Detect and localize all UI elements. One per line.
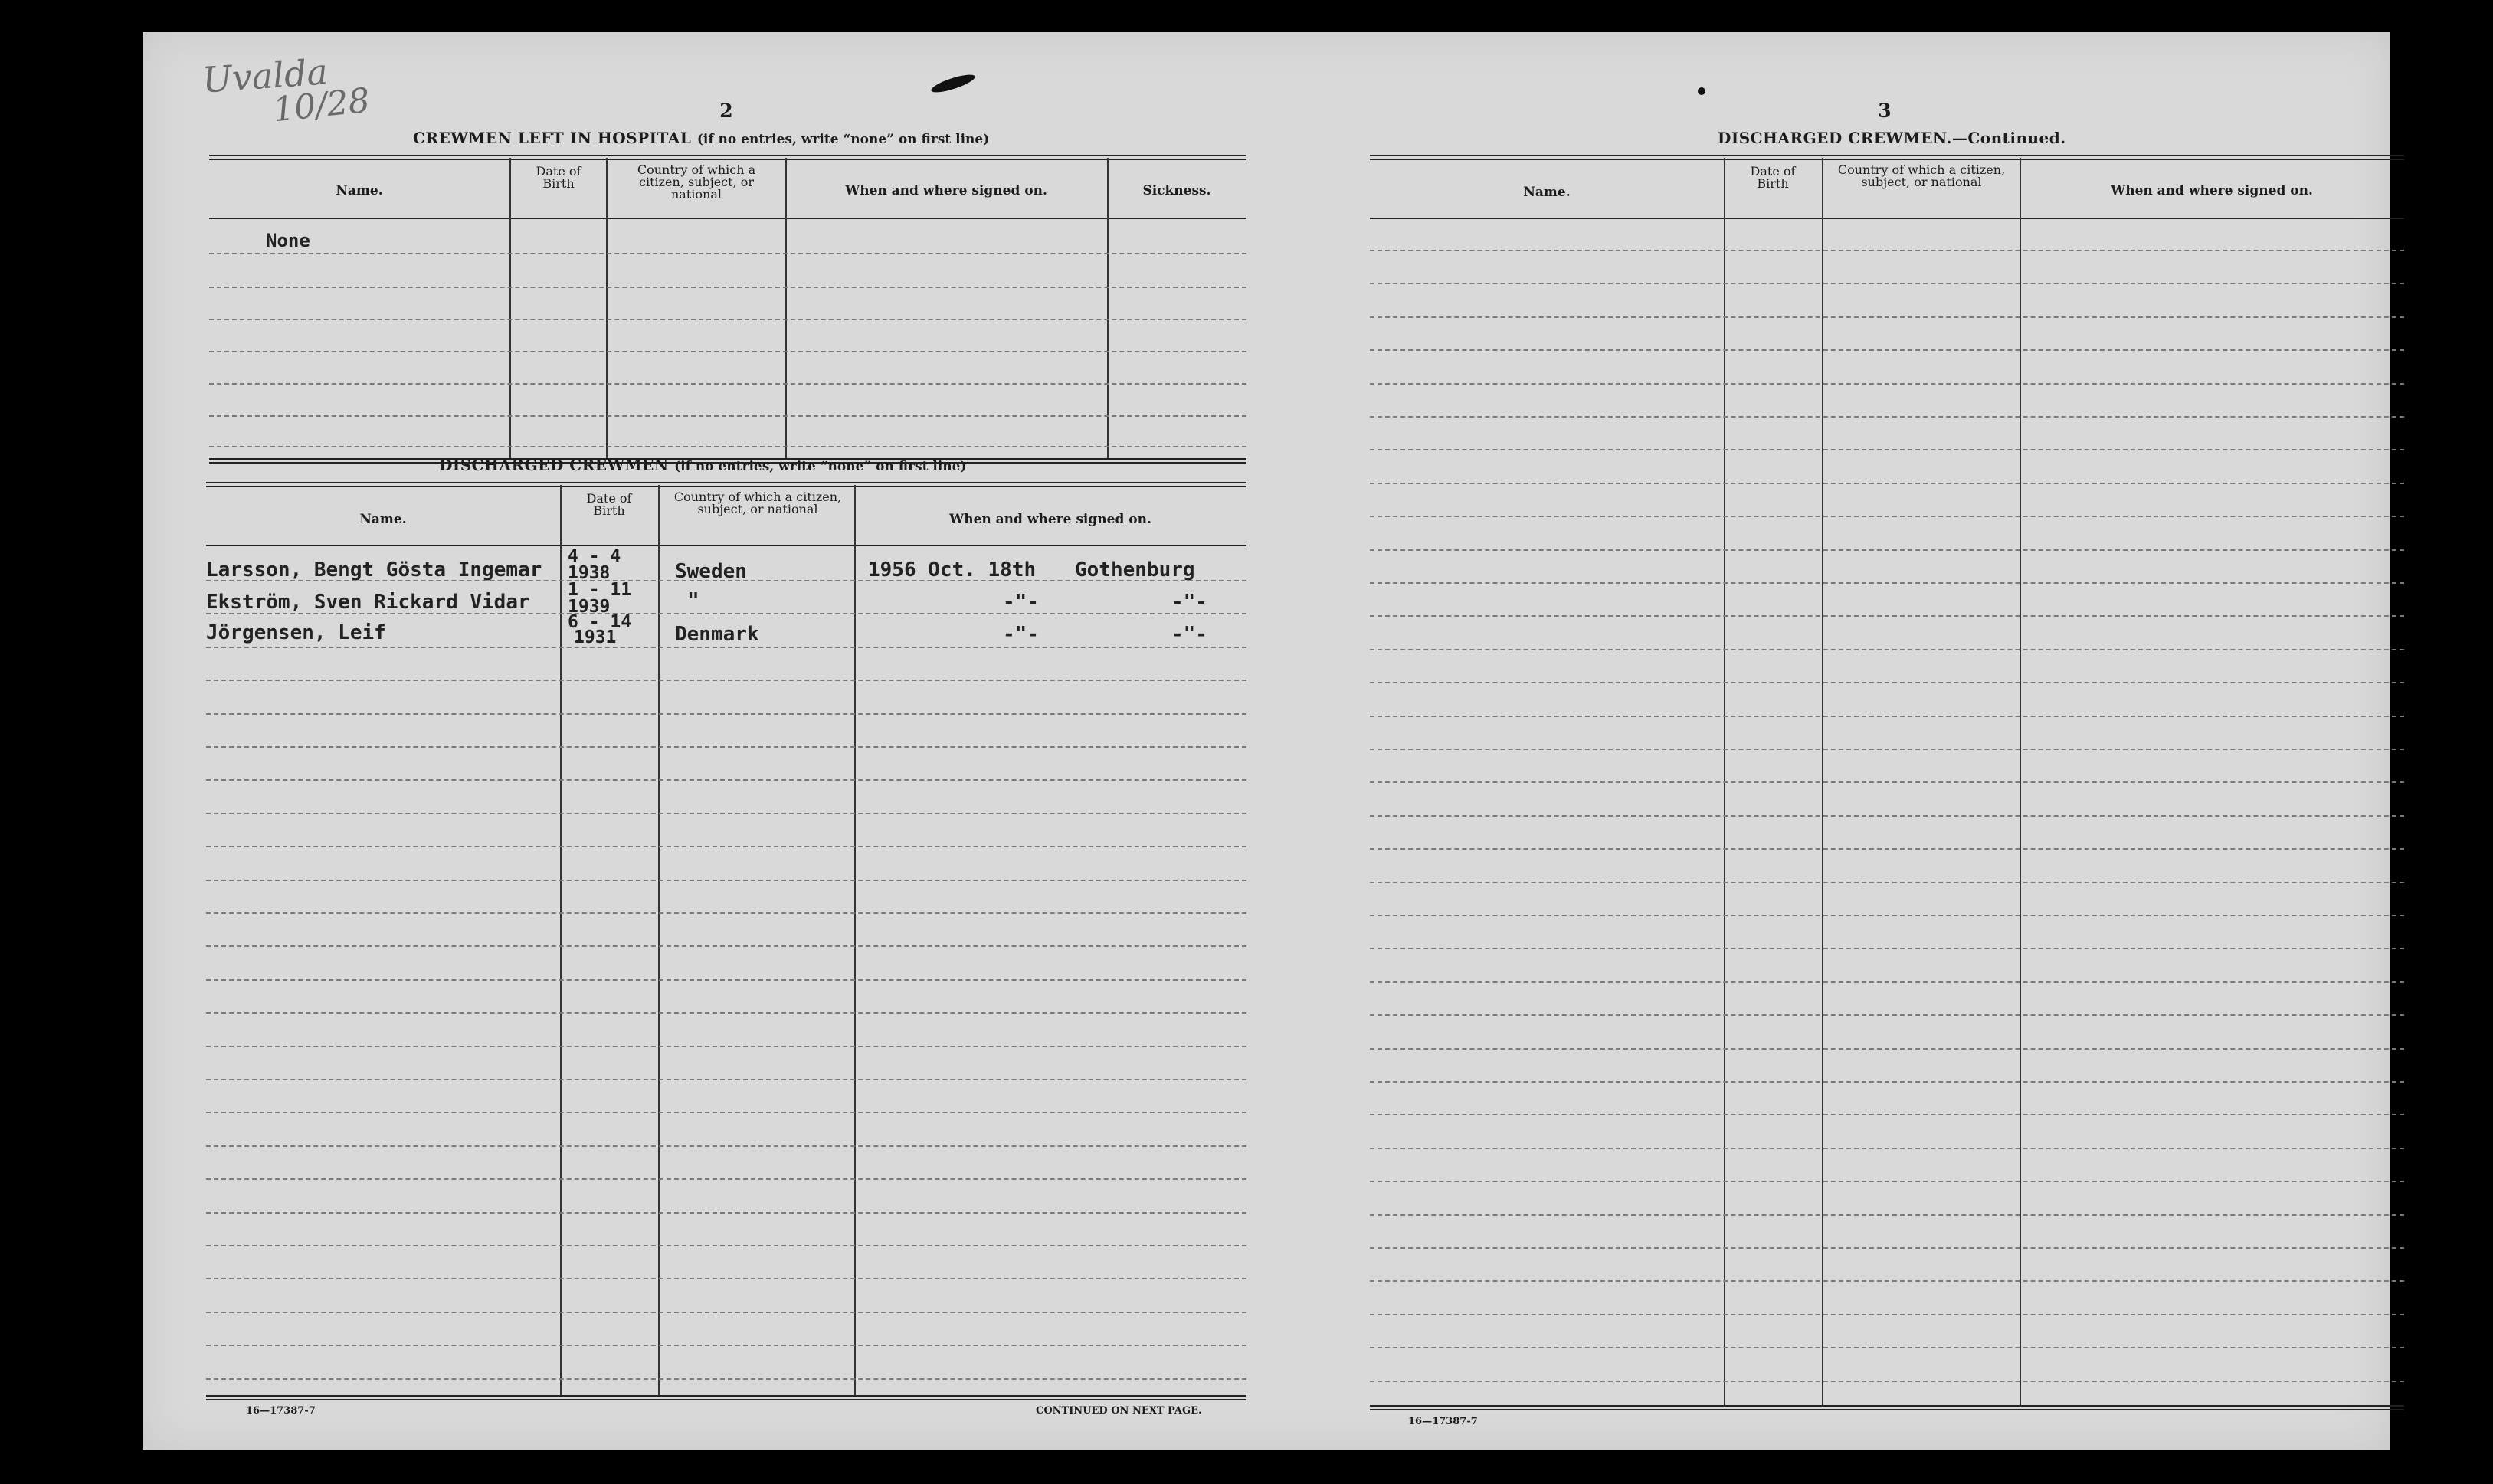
ruled-line	[206, 1079, 1246, 1080]
discharged-section-title: DISCHARGED CREWMEN (if no entries, write “none” on first line)	[439, 456, 967, 474]
discharged-col-name: Name.	[359, 512, 407, 527]
hospital-col-name: Name.	[336, 183, 383, 198]
right-page-number: 3	[1878, 100, 1892, 122]
ruled-line	[206, 979, 1246, 981]
ruled-line	[1370, 1247, 2404, 1249]
crew-country: Sweden	[675, 560, 747, 583]
crew-signed-when: -"-	[1003, 623, 1039, 646]
crew-signed-where: -"-	[1171, 623, 1207, 646]
left-page-number: 2	[719, 100, 733, 122]
ruled-line	[1370, 1048, 2404, 1050]
ruled-line	[206, 613, 1246, 614]
crew-signed-where: Gothenburg	[1075, 559, 1195, 581]
ruled-line	[1370, 483, 2404, 484]
crew-signed-when: -"-	[1003, 591, 1039, 614]
ruled-line	[1370, 1181, 2404, 1182]
ruled-line	[206, 779, 1246, 781]
left-footer-code: 16—17387-7	[246, 1405, 316, 1417]
ruled-line	[1370, 781, 2404, 783]
ruled-line	[206, 1112, 1246, 1113]
ruled-line	[1370, 716, 2404, 717]
discharged-continued-table	[1370, 155, 2404, 1411]
ruled-line	[206, 680, 1246, 681]
crew-name: Jörgensen, Leif	[206, 621, 386, 644]
hospital-col-signed: When and where signed on.	[845, 183, 1047, 198]
discharged-col-signed: When and where signed on.	[949, 512, 1151, 527]
handwritten-note: Uvalda	[201, 51, 329, 101]
ruled-line	[206, 1345, 1246, 1346]
ruled-line	[206, 1145, 1246, 1147]
ruled-line	[206, 713, 1246, 715]
ruled-line	[1370, 449, 2404, 450]
ruled-line	[1370, 1314, 2404, 1315]
ruled-line	[1370, 1114, 2404, 1115]
ruled-line	[1370, 549, 2404, 551]
crew-signed-when: 1956 Oct. 18th	[868, 559, 1037, 581]
handwritten-date: 10/28	[270, 80, 372, 130]
ruled-line	[206, 912, 1246, 914]
ruled-line	[1370, 283, 2404, 284]
hospital-entry-none: None	[266, 230, 310, 251]
document-sheet	[143, 32, 2390, 1450]
ruled-line	[1370, 915, 2404, 916]
ruled-line	[1370, 1347, 2404, 1348]
ruled-line	[206, 1178, 1246, 1180]
ruled-line	[206, 1378, 1246, 1380]
crew-country: Denmark	[675, 623, 759, 646]
ruled-line	[1370, 316, 2404, 318]
right-section-title: DISCHARGED CREWMEN.—Continued.	[1718, 129, 2066, 147]
ruled-line	[206, 1212, 1246, 1214]
right-col-signed: When and where signed on.	[2111, 183, 2313, 198]
crew-dob-day-month: 1 - 11	[568, 580, 632, 600]
ruled-line	[1370, 582, 2404, 584]
ruled-line	[1370, 1148, 2404, 1149]
ruled-line	[1370, 416, 2404, 418]
ruled-line	[1370, 516, 2404, 517]
hospital-col-dob: Date of Birth	[536, 164, 581, 191]
ruled-line	[1370, 1214, 2404, 1216]
ruled-line	[1370, 1280, 2404, 1282]
ruled-line	[1370, 848, 2404, 850]
ruled-line	[206, 647, 1246, 648]
right-col-country: Country of which a citizen, subject, or national	[1837, 162, 2006, 189]
ruled-line	[1370, 615, 2404, 617]
hospital-col-country: Country of which a citizen, subject, or national	[637, 162, 756, 201]
ruled-line	[206, 945, 1246, 947]
hospital-table	[209, 155, 1246, 464]
ink-speck	[1698, 87, 1705, 95]
crew-dob-year: 1939	[568, 597, 611, 617]
ruled-line	[206, 1278, 1246, 1279]
crew-dob-day-month: 4 - 4	[568, 546, 621, 566]
discharged-col-dob: Date of Birth	[586, 491, 632, 518]
crew-name: Larsson, Bengt Gösta Ingemar	[206, 559, 542, 581]
discharged-col-country: Country of which a citizen, subject, or national	[673, 490, 842, 516]
ruled-line	[1370, 981, 2404, 983]
right-col-name: Name.	[1523, 185, 1571, 200]
ruled-line	[206, 1046, 1246, 1047]
ruled-line	[1370, 349, 2404, 351]
ruled-line	[206, 1012, 1246, 1014]
right-footer-code: 16—17387-7	[1408, 1416, 1478, 1427]
continued-note: CONTINUED ON NEXT PAGE.	[1036, 1405, 1202, 1417]
crew-country: "	[687, 589, 699, 612]
ruled-line	[1370, 882, 2404, 883]
ruled-line	[1370, 749, 2404, 750]
crew-dob-year: 1938	[568, 563, 611, 583]
crew-signed-where: -"-	[1171, 591, 1207, 614]
ruled-line	[1370, 1081, 2404, 1083]
ruled-line	[206, 580, 1246, 581]
ruled-line	[1370, 649, 2404, 650]
ruled-line	[1370, 1381, 2404, 1382]
hospital-section-title: CREWMEN LEFT IN HOSPITAL (if no entries, write “none” on first line)	[413, 129, 990, 147]
ruled-line	[206, 880, 1246, 881]
ruled-line	[206, 1312, 1246, 1313]
ruled-line	[1370, 383, 2404, 385]
ruled-line	[206, 1245, 1246, 1246]
ruled-line	[206, 846, 1246, 847]
discharged-table	[206, 482, 1246, 1401]
right-col-dob: Date of Birth	[1750, 164, 1796, 191]
crew-name: Ekström, Sven Rickard Vidar	[206, 591, 530, 614]
hospital-col-sickness: Sickness.	[1142, 183, 1211, 198]
ruled-line	[1370, 948, 2404, 949]
ruled-line	[1370, 682, 2404, 683]
ruled-line	[1370, 815, 2404, 817]
ruled-line	[1370, 250, 2404, 251]
ruled-line	[206, 813, 1246, 814]
ruled-line	[1370, 1014, 2404, 1016]
ruled-line	[206, 746, 1246, 748]
crew-dob-day-month: 6 - 14	[568, 612, 632, 632]
ink-blot	[929, 71, 976, 96]
crew-dob-year: 1931	[574, 627, 617, 647]
